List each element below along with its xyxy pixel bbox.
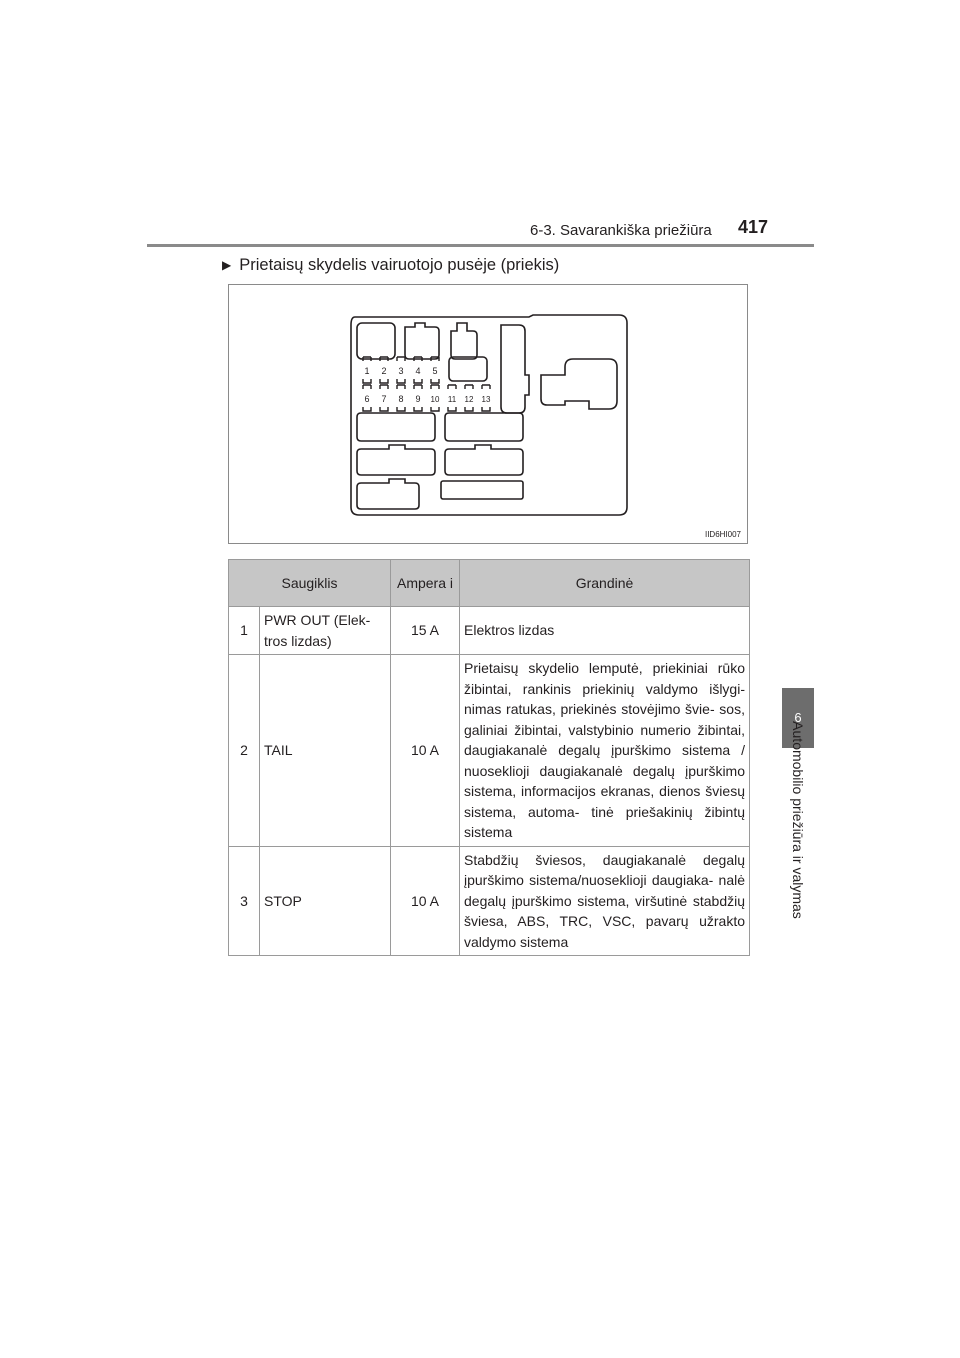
fuse-slot-number: 13 [481, 395, 491, 404]
fuse-slot-number: 2 [381, 366, 387, 376]
fuse-name: TAIL [260, 655, 391, 847]
fuse-number: 2 [229, 655, 260, 847]
relay-lower-4 [445, 445, 523, 475]
fuse-slot-number: 7 [381, 394, 387, 404]
relay-lower-2 [445, 413, 523, 441]
fuse-number: 3 [229, 846, 260, 956]
relay-lower-3 [357, 445, 435, 475]
fuse-circuit: Prietaisų skydelio lemputė, priekiniai rūko žibintai, rankinis priekinių valdymo išlygi- nimas ratukas, priekinės stovėjimo švie- sos, galiniai žibintai, valstybinio numerio žibintai, daugiakanalė degalų įpurškimo sistema / nuoseklioji daugiakanalė degalų įpurškimo sistema, informacijos ekranas, dienos šviesų sistema, automa- tinė priešakinių žibintų sistema [460, 655, 750, 847]
header-fuse: Saugiklis [229, 560, 391, 607]
fuse-circuit: Stabdžių šviesos, daugiakanalė degalų įpurškimo sistema/nuoseklioji daugiaka- nalė degalų įpurškimo sistema, viršutinė stabdžių šviesa, ABS, TRC, VSC, pavarų užrakto valdymo sistema [460, 846, 750, 956]
fuse-slot-number: 9 [415, 394, 421, 404]
fuse-slot-number: 5 [432, 366, 438, 376]
chapter-tab: 6 [782, 688, 814, 748]
table-header-row [229, 560, 750, 607]
table-row [229, 846, 750, 956]
fuse-name: STOP [260, 846, 391, 956]
fuse-table [228, 559, 750, 956]
fuse-row-bottom [363, 385, 491, 411]
fuse-slot-number: 10 [430, 395, 440, 404]
fuse-number: 1 [229, 607, 260, 655]
figure-code: IID6HI007 [704, 530, 741, 539]
fuse-box-figure [228, 284, 748, 544]
fuse-box-outline [351, 315, 627, 515]
fuse-slot-number: 3 [398, 366, 404, 376]
chapter-label: Automobilio priežiūra ir valymas [790, 721, 806, 919]
relay-lower-5 [357, 479, 419, 509]
table-row [229, 655, 750, 847]
relay-top-1 [357, 323, 395, 359]
fuse-slot-number: 4 [415, 366, 421, 376]
fuse-ampere: 10 A [391, 846, 460, 956]
triangle-arrow-icon: ▶ [222, 258, 232, 272]
vertical-connector [501, 325, 529, 413]
header-ampere: Ampera i [391, 560, 460, 607]
relay-lower-6 [441, 481, 523, 499]
fuse-ampere: 15 A [391, 607, 460, 655]
fuse-box-diagram [229, 285, 747, 543]
table-row [229, 607, 750, 655]
fuse-slot-number: 11 [447, 395, 457, 404]
relay-top-3 [451, 323, 477, 359]
fuse-slot-number: 1 [364, 366, 370, 376]
subheading-text: Prietaisų skydelis vairuotojo pusėje (priekis) [239, 256, 560, 274]
fuse-ampere: 10 A [391, 655, 460, 847]
relay-lower-1 [357, 413, 435, 441]
header-circuit: Grandinė [460, 560, 750, 607]
fuse-slot-number: 6 [364, 394, 370, 404]
subheading [222, 256, 559, 275]
small-block [449, 357, 487, 381]
page-number: 417 [738, 217, 769, 237]
right-connector [541, 359, 617, 409]
section-title: 6-3. Savarankiška priežiūra [530, 222, 712, 239]
fuse-slot-number: 8 [398, 394, 404, 404]
header-divider [147, 244, 814, 247]
fuse-row-top [363, 357, 439, 383]
fuse-slot-number: 12 [464, 395, 474, 404]
fuse-circuit: Elektros lizdas [460, 607, 750, 655]
fuse-name: PWR OUT (Elek- tros lizdas) [260, 607, 391, 655]
relay-top-2 [405, 323, 439, 359]
